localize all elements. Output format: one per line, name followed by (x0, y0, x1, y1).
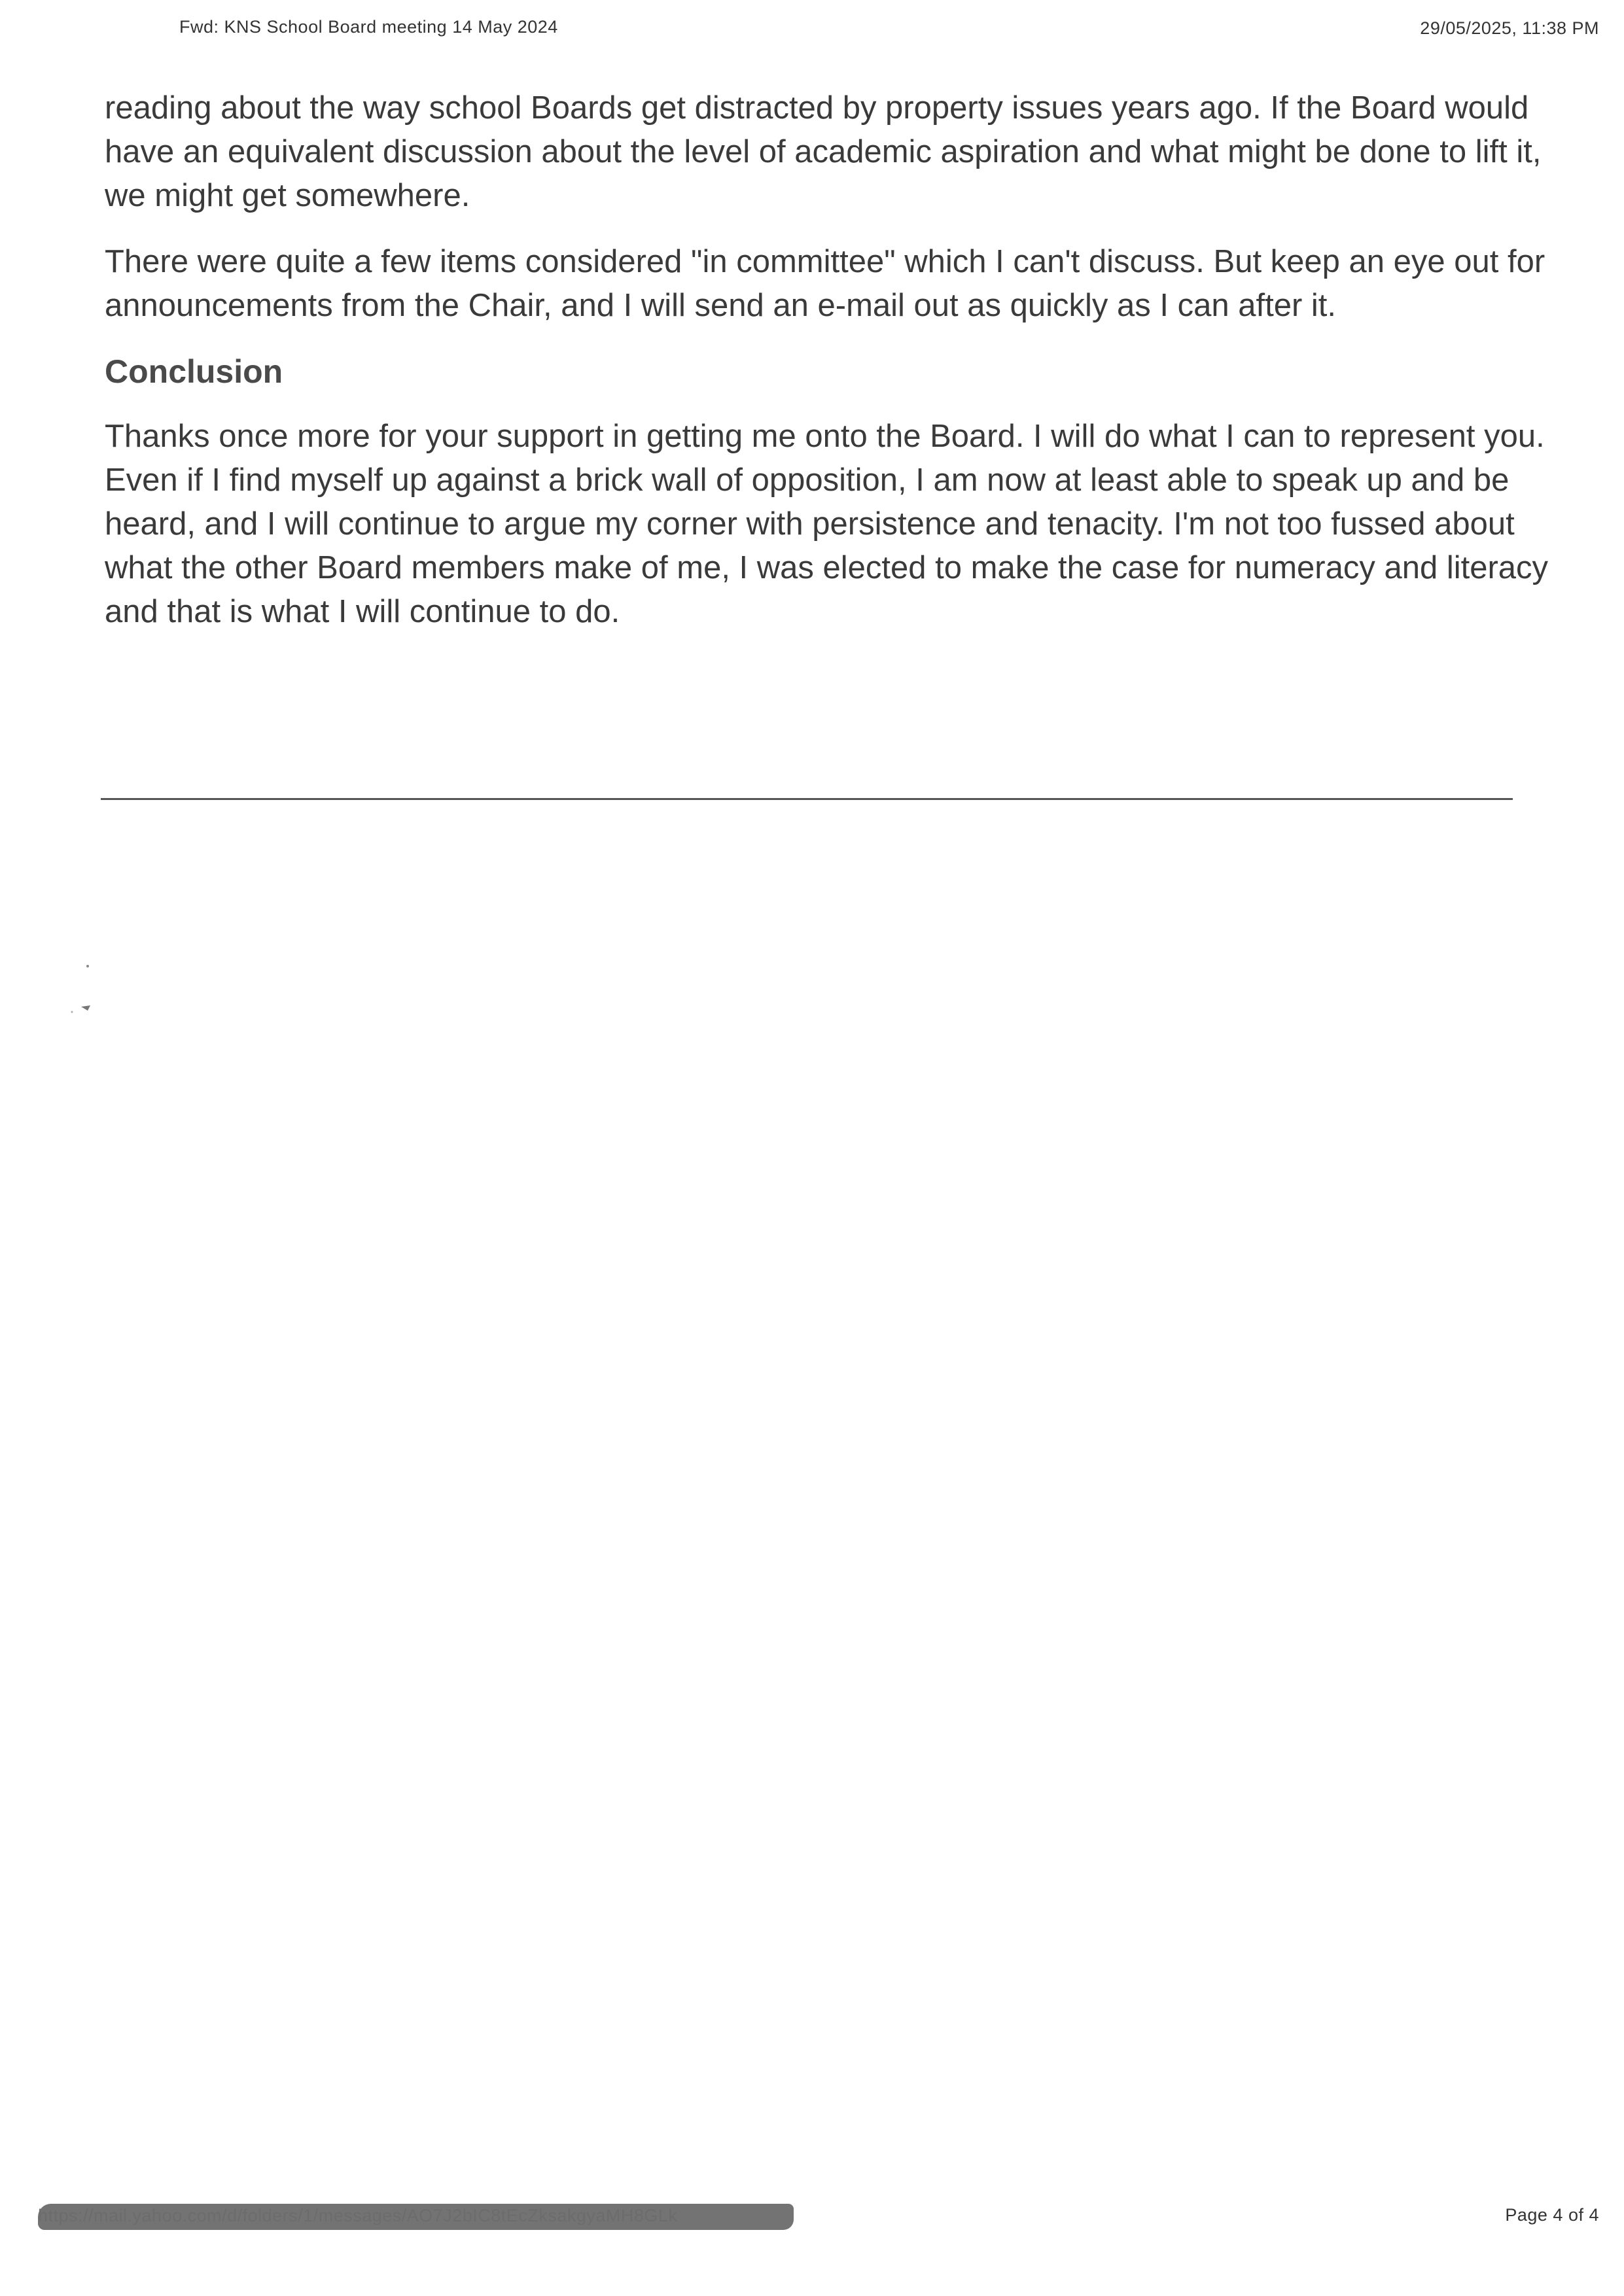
scan-specks (63, 958, 102, 1017)
conclusion-paragraph: Thanks once more for your support in getting me onto the Board. I will do what I can to represent you. Even if I find myself up against a brick wall of opposition, I am now at least able to speak up and be heard, and I will continue to argue my corner with persistence and tenacity. I'm not too fussed about what the other Board members make of me, I was elected to make the case for numeracy and literacy and that is what I will continue to do. (105, 419, 1549, 629)
email-body (105, 86, 1564, 656)
horizontal-divider (101, 798, 1513, 800)
page-number: Page 4 of 4 (1505, 2205, 1599, 2225)
body-paragraph-2: There were quite a few items considered "in committee" which I can't discuss. But keep an eye out for announcements from the Chair, and I will send an e-mail out as quickly as I can after it. (105, 244, 1545, 323)
print-footer (0, 2201, 1624, 2234)
print-header (0, 17, 1624, 43)
email-subject: Fwd: KNS School Board meeting 14 May 2024 (179, 17, 558, 37)
body-paragraph-1: reading about the way school Boards get distracted by property issues years ago. If the Board would have an equivalent discussion about the level of academic aspiration and what might be done to lift it, we might get somewhere. (105, 90, 1542, 213)
redaction-mark (38, 2204, 794, 2230)
print-datetime: 29/05/2025, 11:38 PM (1420, 18, 1599, 38)
conclusion-heading: Conclusion (105, 353, 283, 390)
